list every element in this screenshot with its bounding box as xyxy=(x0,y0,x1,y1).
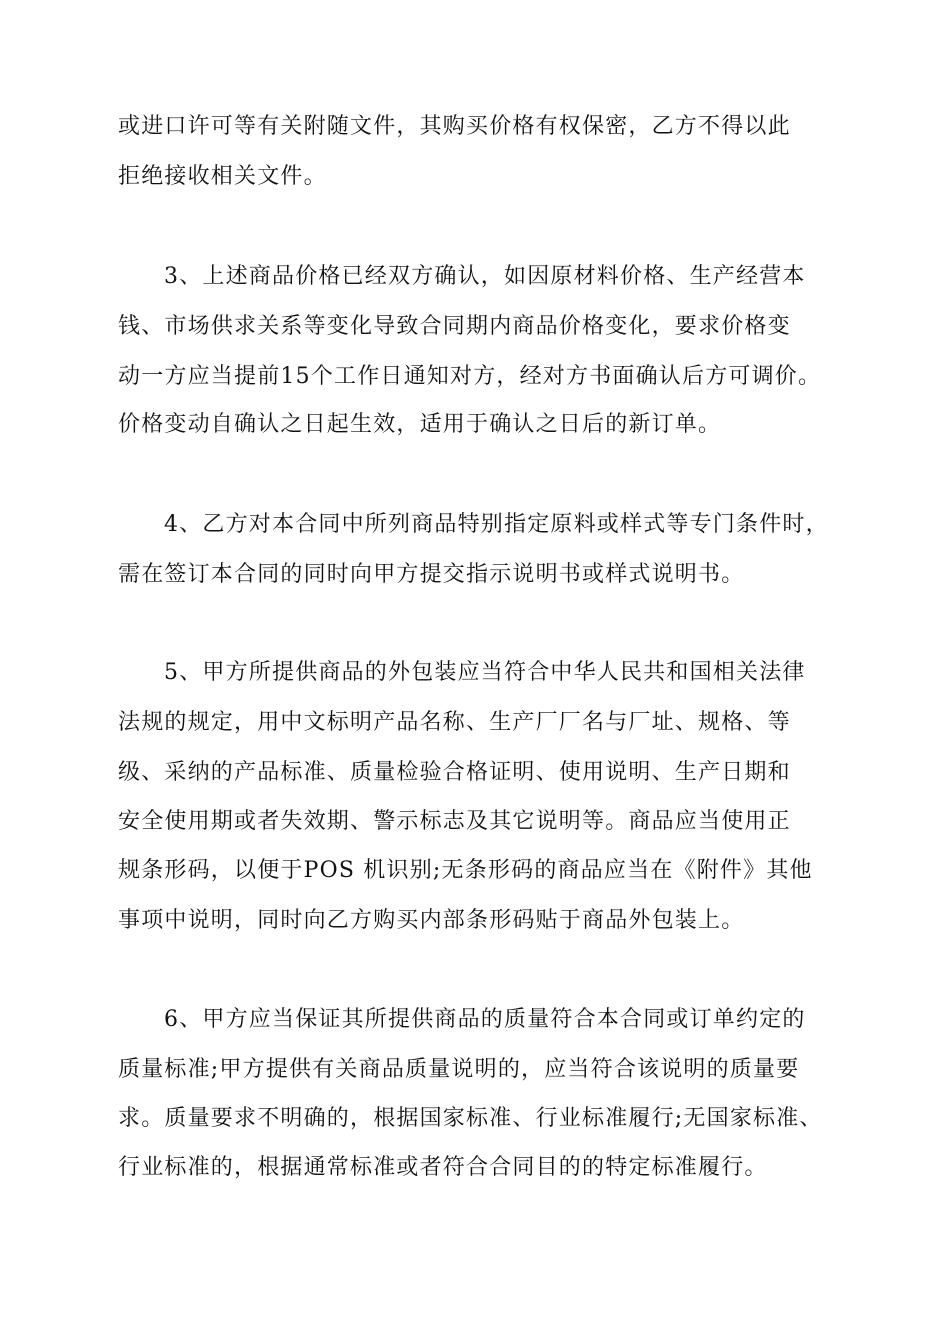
clause-6-line-1: 6、甲方应当保证其所提供商品的质量符合本合同或订单约定的 xyxy=(164,1007,806,1032)
clause-4-line-2: 需在签订本合同的同时向甲方提交指示说明书或样式说明书。 xyxy=(118,562,745,587)
paragraph-continuation-line-1: 或进口许可等有关附随文件，其购买价格有权保密，乙方不得以此 xyxy=(118,114,791,139)
clause-5-line-2: 法规的规定，用中文标明产品名称、生产厂厂名与厂址、规格、等 xyxy=(118,710,791,735)
clause-5-line-4: 安全使用期或者失效期、警示标志及其它说明等。商品应当使用正 xyxy=(118,809,791,834)
clause-5-line-6: 事项中说明，同时向乙方购买内部条形码贴于商品外包装上。 xyxy=(118,908,745,933)
clause-4-line-1: 4、乙方对本合同中所列商品特别指定原料或样式等专门条件时， xyxy=(164,512,829,537)
clause-5-line-5: 规条形码，以便于POS 机识别;无条形码的商品应当在《附件》其他 xyxy=(118,858,813,883)
clause-3-line-1: 3、上述商品价格已经双方确认，如因原材料价格、生产经营本 xyxy=(164,264,806,289)
paragraph-continuation-line-2: 拒绝接收相关文件。 xyxy=(118,164,327,189)
clause-5-line-1: 5、甲方所提供商品的外包装应当符合中华人民共和国相关法律 xyxy=(164,660,806,685)
clause-6-line-2: 质量标准;甲方提供有关商品质量说明的，应当符合该说明的质量要 xyxy=(118,1057,800,1082)
clause-5-line-3: 级、采纳的产品标准、质量检验合格证明、使用说明、生产日期和 xyxy=(118,760,791,785)
clause-3-line-3: 动一方应当提前15个工作日通知对方，经对方书面确认后方可调价。 xyxy=(118,364,822,389)
clause-3-line-2: 钱、市场供求关系等变化导致合同期内商品价格变化，要求价格变 xyxy=(118,314,791,339)
clause-6-line-4: 行业标准的，根据通常标准或者符合合同目的的特定标准履行。 xyxy=(118,1155,768,1180)
clause-3-line-4: 价格变动自确认之日起生效，适用于确认之日后的新订单。 xyxy=(118,412,722,437)
clause-6-line-3: 求。质量要求不明确的，根据国家标准、行业标准履行;无国家标准、 xyxy=(118,1106,823,1131)
